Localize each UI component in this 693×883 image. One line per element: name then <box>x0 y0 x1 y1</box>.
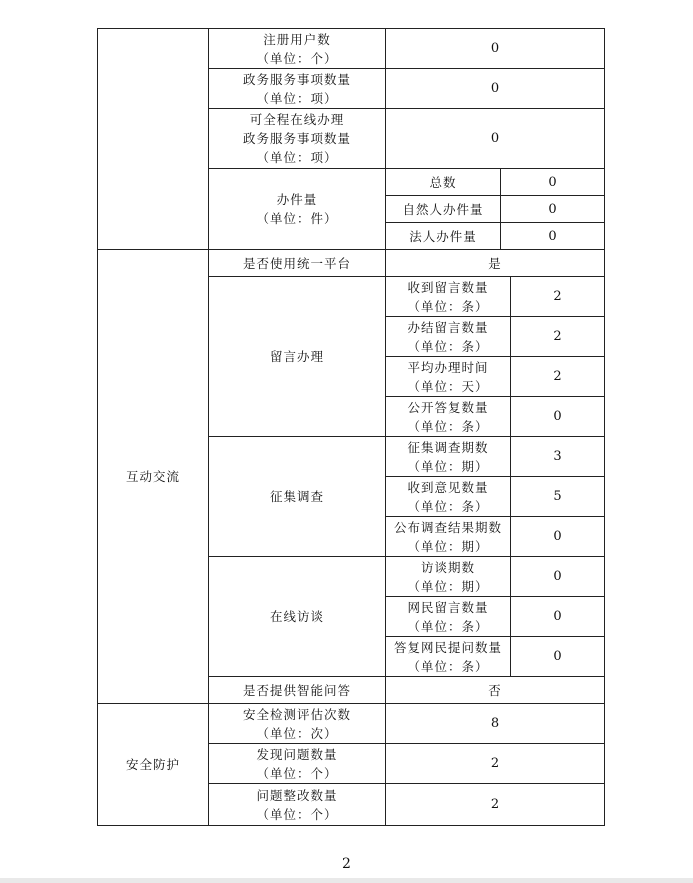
label-online-service-items: 可全程在线办理 政务服务事项数量 （单位：项） <box>242 112 351 165</box>
value-handling-total: 0 <box>548 174 557 190</box>
group-title-message-handling: 留言办理 <box>269 349 324 364</box>
label-interview-periods: 访谈期数 （单位：期） <box>407 559 489 594</box>
label-registered-users: 注册用户数 （单位：个） <box>256 31 338 66</box>
value-handling-natural-person: 0 <box>548 201 557 217</box>
label-handling-volume: 办件量 （单位：件） <box>256 192 338 226</box>
label-service-items: 政务服务事项数量 （单位：项） <box>242 71 351 106</box>
label-handling-legal-person: 法人办件量 <box>409 228 477 244</box>
value-security-assessments: 8 <box>490 716 500 731</box>
value-unified-platform: 是 <box>488 255 502 271</box>
value-opinions-received: 5 <box>553 489 562 504</box>
label-handling-natural-person: 自然人办件量 <box>402 201 484 217</box>
page-number: 2 <box>342 856 351 872</box>
label-opinions-received: 收到意见数量 （单位：条） <box>407 479 489 514</box>
table-line <box>97 825 605 826</box>
label-netizen-messages: 网民留言数量 （单位：条） <box>407 599 489 634</box>
value-messages-received: 2 <box>553 289 562 304</box>
label-messages-received: 收到留言数量 （单位：条） <box>407 279 489 314</box>
value-online-service-items: 0 <box>490 131 500 146</box>
label-unified-platform: 是否使用统一平台 <box>242 255 351 271</box>
label-survey-periods: 征集调查期数 （单位：期） <box>407 439 489 474</box>
group-title-survey: 征集调查 <box>269 489 324 504</box>
label-handling-total: 总数 <box>429 174 457 190</box>
value-messages-closed: 2 <box>553 329 562 344</box>
value-interview-periods: 0 <box>553 569 562 584</box>
label-security-assessments: 安全检测评估次数 （单位：次） <box>242 706 351 741</box>
label-messages-closed: 办结留言数量 （单位：条） <box>407 319 489 354</box>
label-questions-answered: 答复网民提问数量 （单位：条） <box>393 639 502 674</box>
page-bottom-edge <box>0 878 693 883</box>
label-issues-found: 发现问题数量 （单位：个） <box>256 746 338 781</box>
value-service-items: 0 <box>490 81 500 96</box>
label-public-replies: 公开答复数量 （单位：条） <box>407 399 489 434</box>
label-survey-results-published: 公布调查结果期数 （单位：期） <box>393 519 502 554</box>
value-netizen-messages: 0 <box>553 609 562 624</box>
value-issues-found: 2 <box>490 756 500 771</box>
value-public-replies: 0 <box>553 409 562 424</box>
section-title-security: 安全防护 <box>125 757 180 772</box>
label-issues-fixed: 问题整改数量 （单位：个） <box>256 787 338 822</box>
table-line <box>604 28 605 826</box>
value-questions-answered: 0 <box>553 649 562 664</box>
label-smart-qa: 是否提供智能问答 <box>242 682 351 698</box>
value-handling-legal-person: 0 <box>548 228 557 244</box>
label-average-handling-time: 平均办理时间 （单位：天） <box>407 359 489 394</box>
value-registered-users: 0 <box>490 41 500 56</box>
value-issues-fixed: 2 <box>490 797 500 812</box>
value-survey-periods: 3 <box>553 449 562 464</box>
group-title-online-interview: 在线访谈 <box>269 609 324 624</box>
section-title-interaction: 互动交流 <box>125 469 180 484</box>
value-average-handling-time: 2 <box>553 369 562 384</box>
value-survey-results-published: 0 <box>553 529 562 544</box>
value-smart-qa: 否 <box>488 682 502 698</box>
